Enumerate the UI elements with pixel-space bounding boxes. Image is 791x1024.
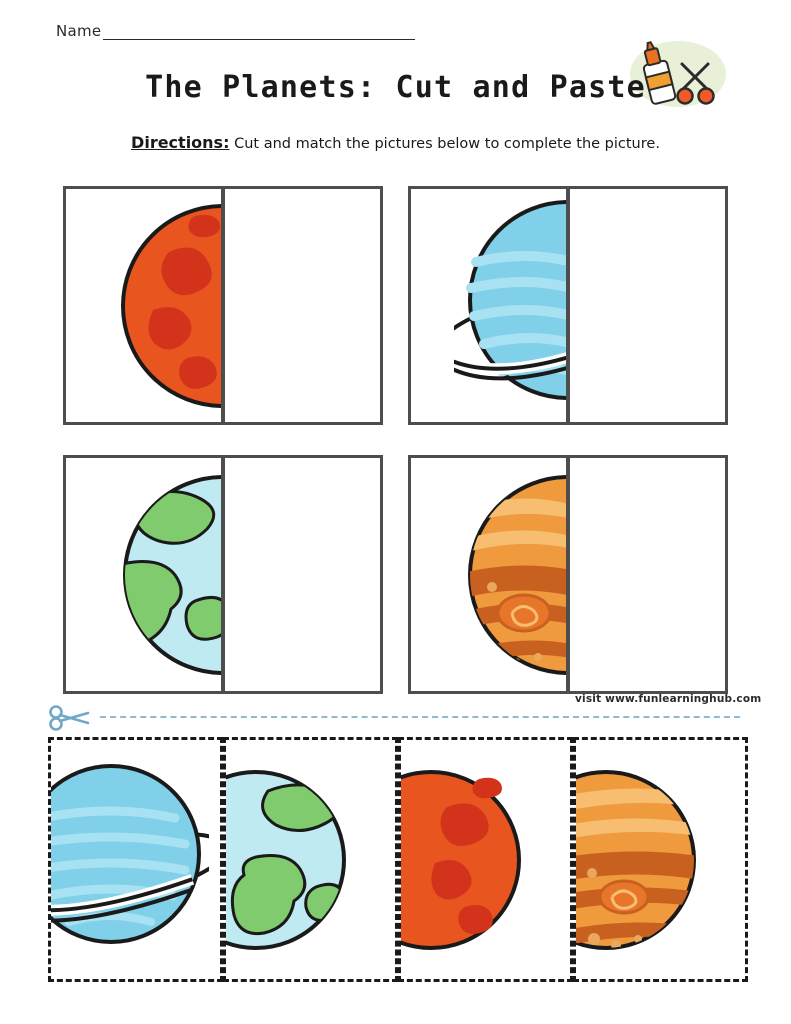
puzzle-mars-filled-cell <box>63 186 223 425</box>
website-credit: visit www.funlearninghub.com <box>575 693 762 705</box>
scissors-cut-icon <box>48 705 94 731</box>
name-label: Name <box>56 22 102 40</box>
name-write-line[interactable] <box>103 25 415 40</box>
cutout-uranus[interactable] <box>48 737 223 982</box>
dashed-cut-line <box>100 716 740 718</box>
directions-label: Directions: <box>131 133 230 152</box>
mars-left-half <box>109 192 223 420</box>
cut-line-row <box>48 705 748 731</box>
uranus-right-half-piece <box>48 754 209 966</box>
directions-text: Cut and match the pictures below to complete the picture. <box>234 136 660 152</box>
mars-right-half-piece <box>398 755 525 965</box>
puzzle-row-1 <box>63 186 728 425</box>
uranus-left-half <box>454 192 568 420</box>
puzzle-earth-filled-cell <box>63 455 223 694</box>
puzzle-mars[interactable] <box>63 186 383 425</box>
cutout-strip <box>48 737 748 982</box>
puzzle-uranus-filled-cell <box>408 186 568 425</box>
cutout-mars[interactable] <box>398 737 573 982</box>
puzzle-row-2 <box>63 455 728 694</box>
name-field-row <box>56 22 415 40</box>
page-title: The Planets: Cut and Paste <box>145 70 646 105</box>
puzzle-uranus[interactable] <box>408 186 728 425</box>
puzzle-jupiter-empty-cell[interactable] <box>568 455 728 694</box>
puzzle-mars-empty-cell[interactable] <box>223 186 383 425</box>
puzzle-jupiter-filled-cell <box>408 455 568 694</box>
directions <box>0 133 791 152</box>
puzzle-uranus-empty-cell[interactable] <box>568 186 728 425</box>
cutout-jupiter[interactable] <box>573 737 748 982</box>
puzzle-earth-empty-cell[interactable] <box>223 455 383 694</box>
puzzle-jupiter[interactable] <box>408 455 728 694</box>
earth-left-half <box>109 461 223 689</box>
jupiter-right-half-piece <box>573 755 700 965</box>
puzzle-earth[interactable] <box>63 455 383 694</box>
earth-right-half-piece <box>223 755 350 965</box>
cutout-earth[interactable] <box>223 737 398 982</box>
jupiter-left-half <box>454 461 568 689</box>
puzzle-grid <box>63 186 728 724</box>
